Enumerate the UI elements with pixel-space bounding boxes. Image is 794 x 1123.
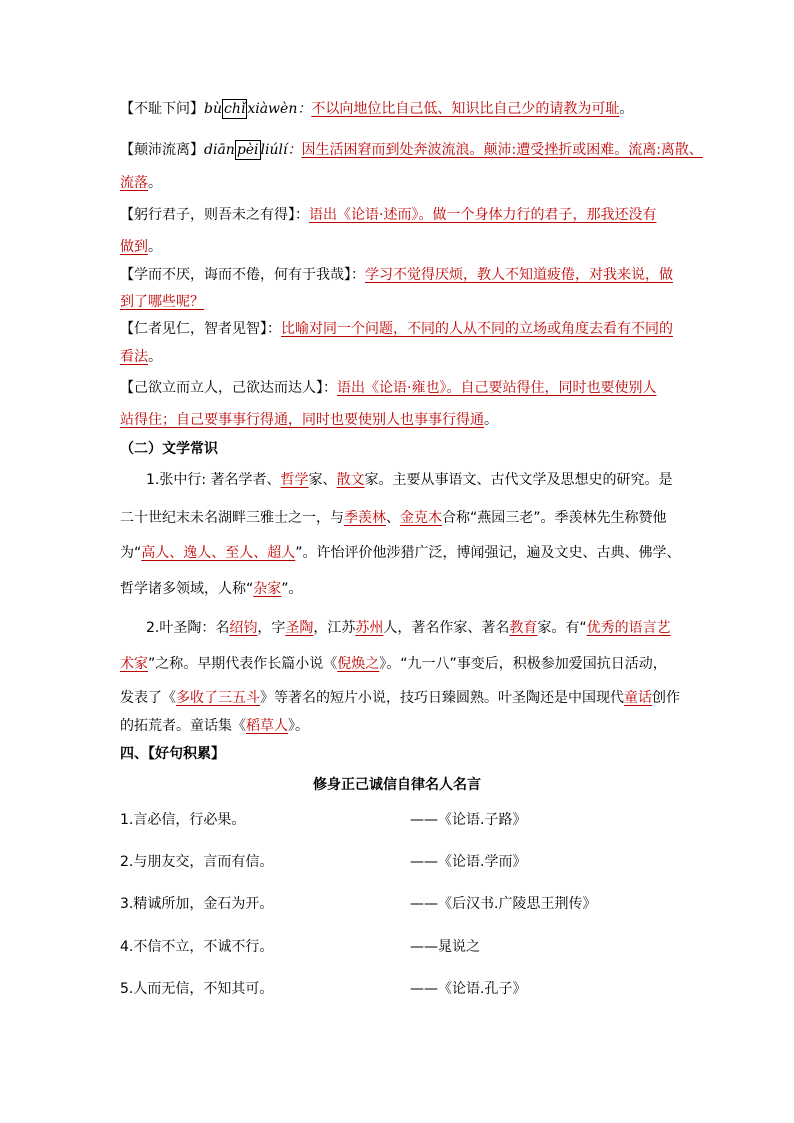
text: ”。 [281,581,303,597]
sayings-title: 修身正己诚信自律名人名言 [313,777,481,793]
text: 合称“燕园三老”。季羡林先生称赞他 [442,510,667,526]
definition: 站得住；自己要事事行得通，同时也要使别人也事事行得通 [120,412,484,428]
text: ”。许怡评价他涉猎广泛，博闻强记，遍及文史、古典、佛学、 [295,545,681,561]
keyword: 优秀的语言艺 [586,620,671,636]
keyword: 倪焕之 [337,656,380,672]
pinyin: xiàwèn： [247,101,312,117]
ye-line-4 [120,716,309,736]
definition: 到了哪些呢？ [120,294,204,310]
pinyin: liúlí： [260,142,302,158]
quote-line-3-cont [120,347,162,367]
idiom-line-2-cont [120,173,162,193]
quote-line-1-cont [120,237,162,257]
text: 家。有“ [537,620,587,636]
ye-line-2 [120,654,667,674]
ye-line-3 [120,688,680,708]
quote-term: 【仁者见仁，智者见智】： [120,321,281,337]
keyword: 哲学 [280,472,309,488]
definition: 语出《论语·雍也》。自己要站得住，同时也要使别人 [337,380,657,396]
saying-source: ——《论语.学而》 [410,854,527,870]
text: 创作 [652,690,680,706]
text: 》。 [288,718,309,734]
quote-line-3 [120,319,673,339]
definition: 不以向地位比自己低、知识比自己少的请教为可耻 [311,101,620,117]
saying-text: 3.精诚所加，金石为开。 [120,896,274,912]
keyword: 稻草人 [246,718,288,734]
quote-term: 【学而不厌，诲而不倦，何有于我哉】： [120,267,365,283]
text: 1.张中行: 著名学者、 [146,472,281,488]
text: ，江苏 [313,620,356,636]
zhang-line-3 [120,543,681,563]
text: 发表了《 [120,690,176,706]
saying-source: ——晁说之 [410,939,480,955]
definition: 做到 [120,239,148,255]
keyword: 绍钧 [229,620,258,636]
zhang-line-1 [146,470,673,490]
keyword: 多收了三五斗 [176,690,260,706]
idiom-term: 【颠沛流离】 [120,142,204,158]
quote-line-4 [120,378,656,398]
pinyin: bù [204,101,222,117]
saying-text: 2.与朋友交，言而有信。 [120,854,274,870]
pinyin-box: pèi [236,142,259,158]
definition: 比喻对同一个问题，不同的人从不同的立场或角度去看有不同的 [281,321,673,337]
text: 哲学诸多领域，人称“ [120,581,254,597]
text: ”之称。早期代表作长篇小说《 [148,656,338,672]
idiom-term: 【不耻下问】 [120,101,204,117]
pinyin-box: chǐ [223,101,246,117]
punct: 。 [148,349,162,365]
zhang-line-4 [120,579,303,599]
saying-source: ——《论语.子路》 [410,812,527,828]
quote-line-4-cont [120,410,498,430]
keyword: 高人、逸人、至人、超人 [141,545,296,561]
keyword: 术家 [120,656,148,672]
keyword: 金克木 [400,510,442,526]
punct: 。 [619,101,634,117]
keyword: 杂家 [253,581,282,597]
saying-text: 5.人而无信，不知其可。 [120,981,274,997]
punct: 。 [484,412,498,428]
idiom-line-2 [120,140,703,160]
section-title-good-sentences: 四、【好句积累】 [120,746,225,762]
keyword: 圣陶 [285,620,314,636]
pinyin: diān [204,142,235,158]
keyword: 苏州 [355,620,384,636]
keyword: 季羡林 [344,510,386,526]
quote-line-2-cont [120,292,204,312]
quote-term: 【己欲立而立人，己欲达而达人】： [120,380,337,396]
text: 、 [386,510,400,526]
definition: 学习不觉得厌烦，教人不知道疲倦，对我来说，做 [365,267,673,283]
definition: 因生活困窘而到处奔波流浪。颠沛:遭受挫折或困难。流离:离散、 [301,142,703,158]
keyword: 教育 [509,620,538,636]
zhang-line-2 [120,508,667,528]
text: 》。“九一八”事变后，积极参加爱国抗日活动， [379,656,667,672]
text: 的拓荒者。童话集《 [120,718,246,734]
quote-term: 【躬行君子，则吾未之有得】： [120,207,309,223]
definition: 流落 [120,175,148,191]
text: 为“ [120,545,142,561]
saying-text: 1.言必信，行必果。 [120,812,246,828]
saying-text: 4.不信不立，不诚不行。 [120,939,274,955]
text: 家、 [308,472,337,488]
text: 2.叶圣陶：名 [146,620,230,636]
keyword: 散文 [336,472,365,488]
saying-source: ——《论语.孔子》 [410,981,527,997]
idiom-line-1 [120,99,633,119]
quote-line-2 [120,265,673,285]
text: 二十世纪末未名湖畔三雅士之一，与 [120,510,344,526]
definition: 语出《论语·述而》。做一个身体力行的君子，那我还没有 [309,207,657,223]
text: 》等著名的短片小说，技巧日臻圆熟。叶圣陶还是中国现代 [260,690,624,706]
text: 人，著名作家、著名 [383,620,510,636]
definition: 看法 [120,349,148,365]
saying-source: ——《后汉书.广陵思王荆传》 [410,896,597,912]
text: 家。主要从事语文、古代文学及思想史的研究。是 [364,472,673,488]
punct: 。 [148,239,162,255]
punct: 。 [148,175,162,191]
text: ，字 [257,620,286,636]
ye-line-1 [146,618,671,638]
quote-line-1 [120,205,656,225]
section-title-literature: （二）文学常识 [120,441,218,457]
keyword: 童话 [624,690,652,706]
